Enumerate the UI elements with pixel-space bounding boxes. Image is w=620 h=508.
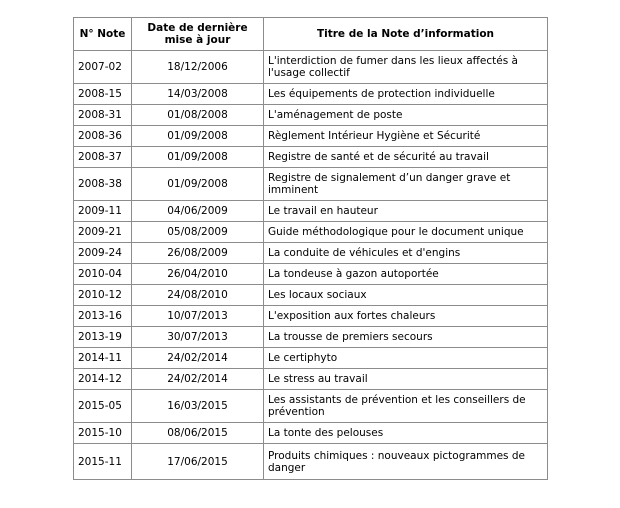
table-row bbox=[74, 423, 548, 444]
table-row bbox=[74, 348, 548, 369]
table-row bbox=[74, 264, 548, 285]
note-title: Le stress au travail bbox=[264, 369, 548, 390]
note-title: L'interdiction de fumer dans les lieux affectés à l'usage collectif bbox=[264, 51, 548, 84]
update-date: 30/07/2013 bbox=[132, 327, 264, 348]
header-note-title: Titre de la Note d’information bbox=[264, 18, 548, 51]
update-date: 26/08/2009 bbox=[132, 243, 264, 264]
note-number: 2010-04 bbox=[74, 264, 132, 285]
note-number: 2009-24 bbox=[74, 243, 132, 264]
update-date: 18/12/2006 bbox=[132, 51, 264, 84]
header-note-number: N° Note bbox=[74, 18, 132, 51]
note-title: Règlement Intérieur Hygiène et Sécurité bbox=[264, 126, 548, 147]
note-number: 2008-15 bbox=[74, 84, 132, 105]
update-date: 10/07/2013 bbox=[132, 306, 264, 327]
header-update-date: Date de dernière mise à jour bbox=[132, 18, 264, 51]
table-row bbox=[74, 84, 548, 105]
note-title: Les équipements de protection individuelle bbox=[264, 84, 548, 105]
note-number: 2015-10 bbox=[74, 423, 132, 444]
table-row bbox=[74, 222, 548, 243]
table-row bbox=[74, 243, 548, 264]
update-date: 01/09/2008 bbox=[132, 147, 264, 168]
update-date: 14/03/2008 bbox=[132, 84, 264, 105]
note-title: La trousse de premiers secours bbox=[264, 327, 548, 348]
table-row bbox=[74, 390, 548, 423]
notes-table bbox=[73, 17, 548, 480]
note-number: 2008-36 bbox=[74, 126, 132, 147]
note-title: Le certiphyto bbox=[264, 348, 548, 369]
table-row bbox=[74, 285, 548, 306]
table-row bbox=[74, 306, 548, 327]
note-number: 2008-38 bbox=[74, 168, 132, 201]
note-number: 2015-05 bbox=[74, 390, 132, 423]
note-number: 2009-11 bbox=[74, 201, 132, 222]
table-row bbox=[74, 51, 548, 84]
note-title: La tonte des pelouses bbox=[264, 423, 548, 444]
note-title: L'aménagement de poste bbox=[264, 105, 548, 126]
update-date: 05/08/2009 bbox=[132, 222, 264, 243]
note-number: 2014-11 bbox=[74, 348, 132, 369]
table-row bbox=[74, 444, 548, 480]
table-row bbox=[74, 147, 548, 168]
update-date: 24/02/2014 bbox=[132, 348, 264, 369]
table-row bbox=[74, 201, 548, 222]
note-number: 2013-16 bbox=[74, 306, 132, 327]
note-number: 2014-12 bbox=[74, 369, 132, 390]
update-date: 01/09/2008 bbox=[132, 126, 264, 147]
table-row bbox=[74, 126, 548, 147]
note-title: La conduite de véhicules et d'engins bbox=[264, 243, 548, 264]
note-title: Le travail en hauteur bbox=[264, 201, 548, 222]
note-number: 2009-21 bbox=[74, 222, 132, 243]
note-number: 2007-02 bbox=[74, 51, 132, 84]
update-date: 16/03/2015 bbox=[132, 390, 264, 423]
note-number: 2008-37 bbox=[74, 147, 132, 168]
note-title: L'exposition aux fortes chaleurs bbox=[264, 306, 548, 327]
table-row bbox=[74, 168, 548, 201]
table-row bbox=[74, 369, 548, 390]
note-number: 2015-11 bbox=[74, 444, 132, 480]
table-row bbox=[74, 105, 548, 126]
note-title: Registre de signalement d’un danger grave et imminent bbox=[264, 168, 548, 201]
update-date: 04/06/2009 bbox=[132, 201, 264, 222]
note-title: La tondeuse à gazon autoportée bbox=[264, 264, 548, 285]
update-date: 24/08/2010 bbox=[132, 285, 264, 306]
note-title: Registre de santé et de sécurité au travail bbox=[264, 147, 548, 168]
note-number: 2008-31 bbox=[74, 105, 132, 126]
note-number: 2013-19 bbox=[74, 327, 132, 348]
update-date: 08/06/2015 bbox=[132, 423, 264, 444]
update-date: 24/02/2014 bbox=[132, 369, 264, 390]
note-title: Guide méthodologique pour le document unique bbox=[264, 222, 548, 243]
note-title: Produits chimiques : nouveaux pictogrammes de danger bbox=[264, 444, 548, 480]
header-row bbox=[74, 18, 548, 51]
note-title: Les assistants de prévention et les conseillers de prévention bbox=[264, 390, 548, 423]
update-date: 01/09/2008 bbox=[132, 168, 264, 201]
table-row bbox=[74, 327, 548, 348]
note-number: 2010-12 bbox=[74, 285, 132, 306]
update-date: 17/06/2015 bbox=[132, 444, 264, 480]
update-date: 26/04/2010 bbox=[132, 264, 264, 285]
update-date: 01/08/2008 bbox=[132, 105, 264, 126]
note-title: Les locaux sociaux bbox=[264, 285, 548, 306]
